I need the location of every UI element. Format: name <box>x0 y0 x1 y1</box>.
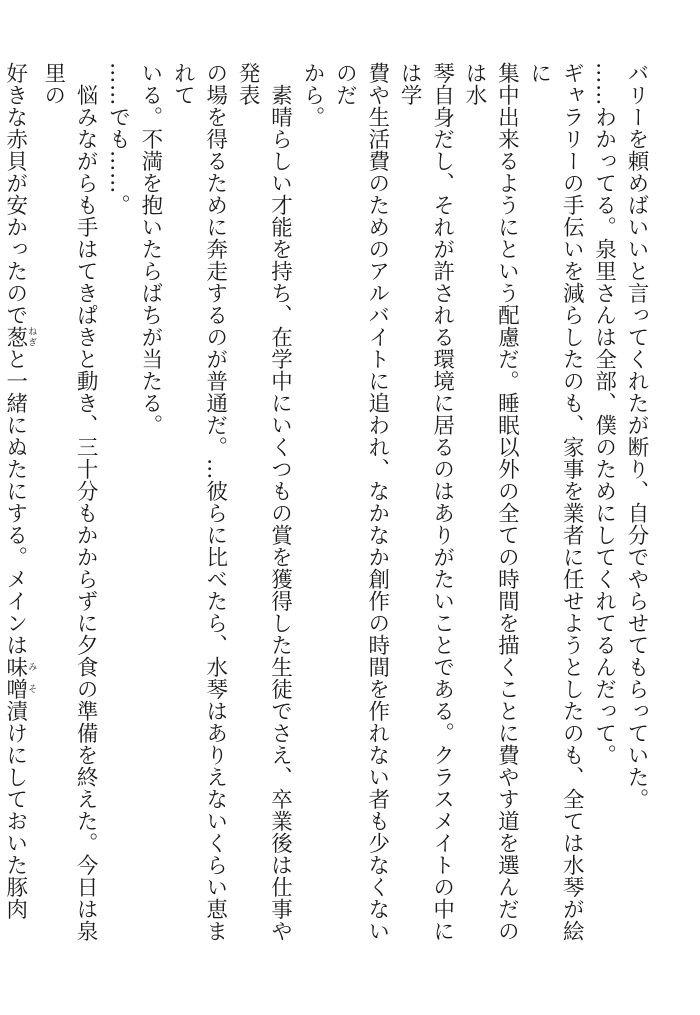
text-line: 琴自身だし、それが許される環境に居るのはありがたいことである。クラスメイトの中には学 <box>397 62 455 942</box>
text-line-with-ruby: 好きな赤貝が安かったので葱ねぎと一緒にぬたにする。メインは味噌みそ漬けにしておいた豚肉 <box>2 62 37 920</box>
text-line: から。 <box>299 62 325 128</box>
text-line: ……わかってる。泉里さんは全部、僕のためにしてくれてるんだって。 <box>591 62 617 766</box>
text-line: 悩みながらも手はてきぱきと動き、三十分もかからずに夕食の準備を終えた。今日は泉里の <box>40 62 99 942</box>
text-line: 費や生活費のためのアルバイトに追われ、なかなか創作の時間を作れない者も少なくないのだ <box>332 62 390 942</box>
text-line: 集中出来るようにという配慮だ。睡眠以外の全ての時間を描くことに費やす道を選んだのは水 <box>461 62 520 942</box>
vertical-text-block <box>2 62 652 962</box>
text-line: 素晴らしい才能を持ち、在学中にいくつもの賞を獲得した生徒でさえ、卒業後は仕事や発表 <box>235 62 293 942</box>
text-line: いる。不満を抱いたらばちが当たる。 <box>137 62 163 436</box>
furigana: 味噌みそ <box>2 656 37 700</box>
text-line: の場を得るために奔走するのが普通だ。…彼らに比べたら、水琴はありえないくらい恵まれて <box>170 62 228 942</box>
furigana: 葱ねぎ <box>2 326 37 348</box>
text-line: ギャラリーの手伝いを減らしたのも、家事を業者に任せようとしたのも、全ては水琴が絵に <box>526 62 585 942</box>
text-line: バリーを頼めばいいと言ってくれたが断り、自分でやらせてもらっていた。 <box>624 62 649 810</box>
text-line: ……でも……。 <box>105 62 131 216</box>
